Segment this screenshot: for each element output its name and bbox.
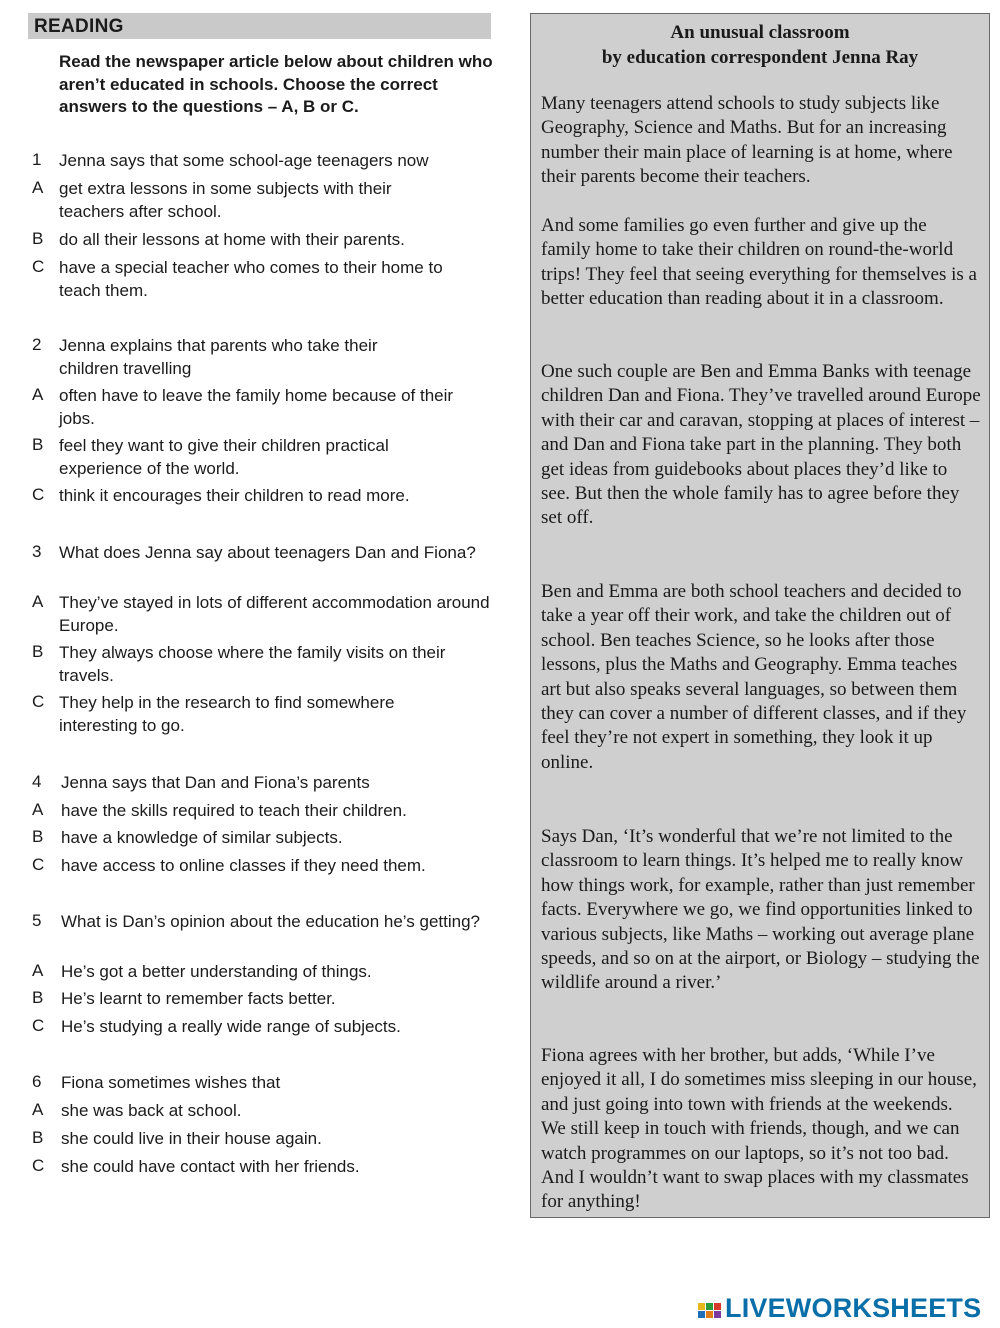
option-text: He’s learnt to remember facts better. (61, 989, 336, 1008)
option-letter: A (32, 800, 44, 819)
option-text: she could have contact with her friends. (61, 1157, 360, 1176)
option-text: have access to online classes if they need them. (61, 856, 426, 875)
question-stem: What does Jenna say about teenagers Dan and Fiona? (59, 543, 476, 562)
option-letter: B (32, 642, 44, 661)
option-text: They’ve stayed in lots of different accommodation around Europe. (59, 593, 490, 635)
option-letter: C (32, 1016, 45, 1035)
option-letter: B (32, 827, 44, 846)
question-number: 4 (32, 772, 42, 791)
option-letter: A (32, 961, 44, 980)
article-heading (531, 21, 989, 70)
option-letter: C (32, 485, 45, 504)
article-paragraph: Many teenagers attend schools to study subjects like Geography, Science and Maths. But for an increasing number their main place of learning is at home, where their parents become their teachers. (541, 93, 953, 188)
option-text: have the skills required to teach their children. (61, 801, 407, 820)
option-text: get extra lessons in some subjects with their teachers after school. (59, 179, 392, 221)
instructions: Read the newspaper article below about children who aren’t educated in schools. Choose the correct answers to the questions – A, B or C. (59, 52, 493, 116)
article-box (530, 13, 990, 1218)
article-paragraph: And some families go even further and give up the family home to take their children on round-the-world trips! They feel that seeing everything for themselves is a better education than reading about it in a classroom. (541, 215, 977, 310)
option-text: think it encourages their children to read more. (59, 486, 410, 505)
option-text: He’s got a better understanding of things. (61, 962, 372, 981)
option-letter: C (32, 257, 45, 276)
article-paragraph: Ben and Emma are both school teachers and decided to take a year off their work, and take the children out of school. Ben teaches Science, so he looks after those lessons, plus the Maths and Geography. Emma teaches art but also speaks several languages, so between them they can cover a number of different classes, and if they feel they’re not expert in something, they look it up online. (541, 581, 967, 773)
option-letter: C (32, 692, 45, 711)
question-number: 3 (32, 542, 42, 561)
option-letter: A (32, 592, 44, 611)
option-text: have a knowledge of similar subjects. (61, 828, 343, 847)
question-stem: Jenna says that Dan and Fiona’s parents (61, 773, 370, 792)
question-stem: Jenna explains that parents who take their children travelling (59, 336, 378, 378)
question-stem: What is Dan’s opinion about the education he’s getting? (61, 912, 480, 931)
option-text: feel they want to give their children practical experience of the world. (59, 436, 389, 478)
question-number: 5 (32, 911, 42, 930)
article-paragraph: Fiona agrees with her brother, but adds, ‘While I’ve enjoyed it all, I do sometimes miss sleeping in our house, and just going into town with friends at the weekends. We still keep in touch with friends, though, and we can watch programmes on our laptops, so it’s not too bad. And I wouldn’t want to swap places with my classmates for anything! (541, 1045, 977, 1213)
option-letter: B (32, 1128, 44, 1147)
option-text: They always choose where the family visits on their travels. (59, 643, 446, 685)
article-title: An unusual classroom (670, 22, 850, 43)
option-text: They help in the research to find somewhere interesting to go. (59, 693, 395, 735)
option-letter: C (32, 1156, 45, 1175)
question-number: 6 (32, 1072, 42, 1091)
option-text: often have to leave the family home because of their jobs. (59, 386, 454, 428)
option-letter: A (32, 385, 44, 404)
option-letter: B (32, 435, 44, 454)
question-number: 2 (32, 335, 42, 354)
option-text: she was back at school. (61, 1101, 242, 1120)
option-text: He’s studying a really wide range of subjects. (61, 1017, 401, 1036)
question-stem: Jenna says that some school-age teenagers now (59, 151, 429, 170)
option-letter: B (32, 229, 44, 248)
option-text: have a special teacher who comes to their home to teach them. (59, 258, 443, 300)
article-paragraph: One such couple are Ben and Emma Banks with teenage children Dan and Fiona. They’ve travelled around Europe with their car and caravan, stopping at places of interest – and Dan and Fiona take part in the planning. They both get ideas from guidebooks about places they’d like to see. But then the whole family has to agree before they set off. (541, 361, 981, 529)
option-letter: C (32, 855, 45, 874)
option-letter: B (32, 988, 44, 1007)
option-text: she could live in their house again. (61, 1129, 322, 1148)
article-byline: by education correspondent Jenna Ray (601, 46, 919, 68)
question-stem: Fiona sometimes wishes that (61, 1073, 281, 1092)
article-paragraph: Says Dan, ‘It’s wonderful that we’re not limited to the classroom to learn things. It’s helped me to really know how things work, for example, rather than just remember facts. Everywhere we go, we find opportunities linked to various subjects, like Maths – working out average plane speeds, and so on at the airport, or Biology – studying the wildlife around a river.’ (541, 826, 980, 994)
section-header (28, 13, 491, 39)
liveworksheets-logo-icon (697, 1295, 723, 1321)
section-title: READING (34, 16, 124, 37)
option-text: do all their lessons at home with their parents. (59, 230, 405, 249)
question-number: 1 (32, 150, 42, 169)
option-letter: A (32, 1100, 44, 1119)
liveworksheets-wordmark: LIVEWORKSHEETS (725, 1293, 982, 1323)
option-letter: A (32, 178, 44, 197)
